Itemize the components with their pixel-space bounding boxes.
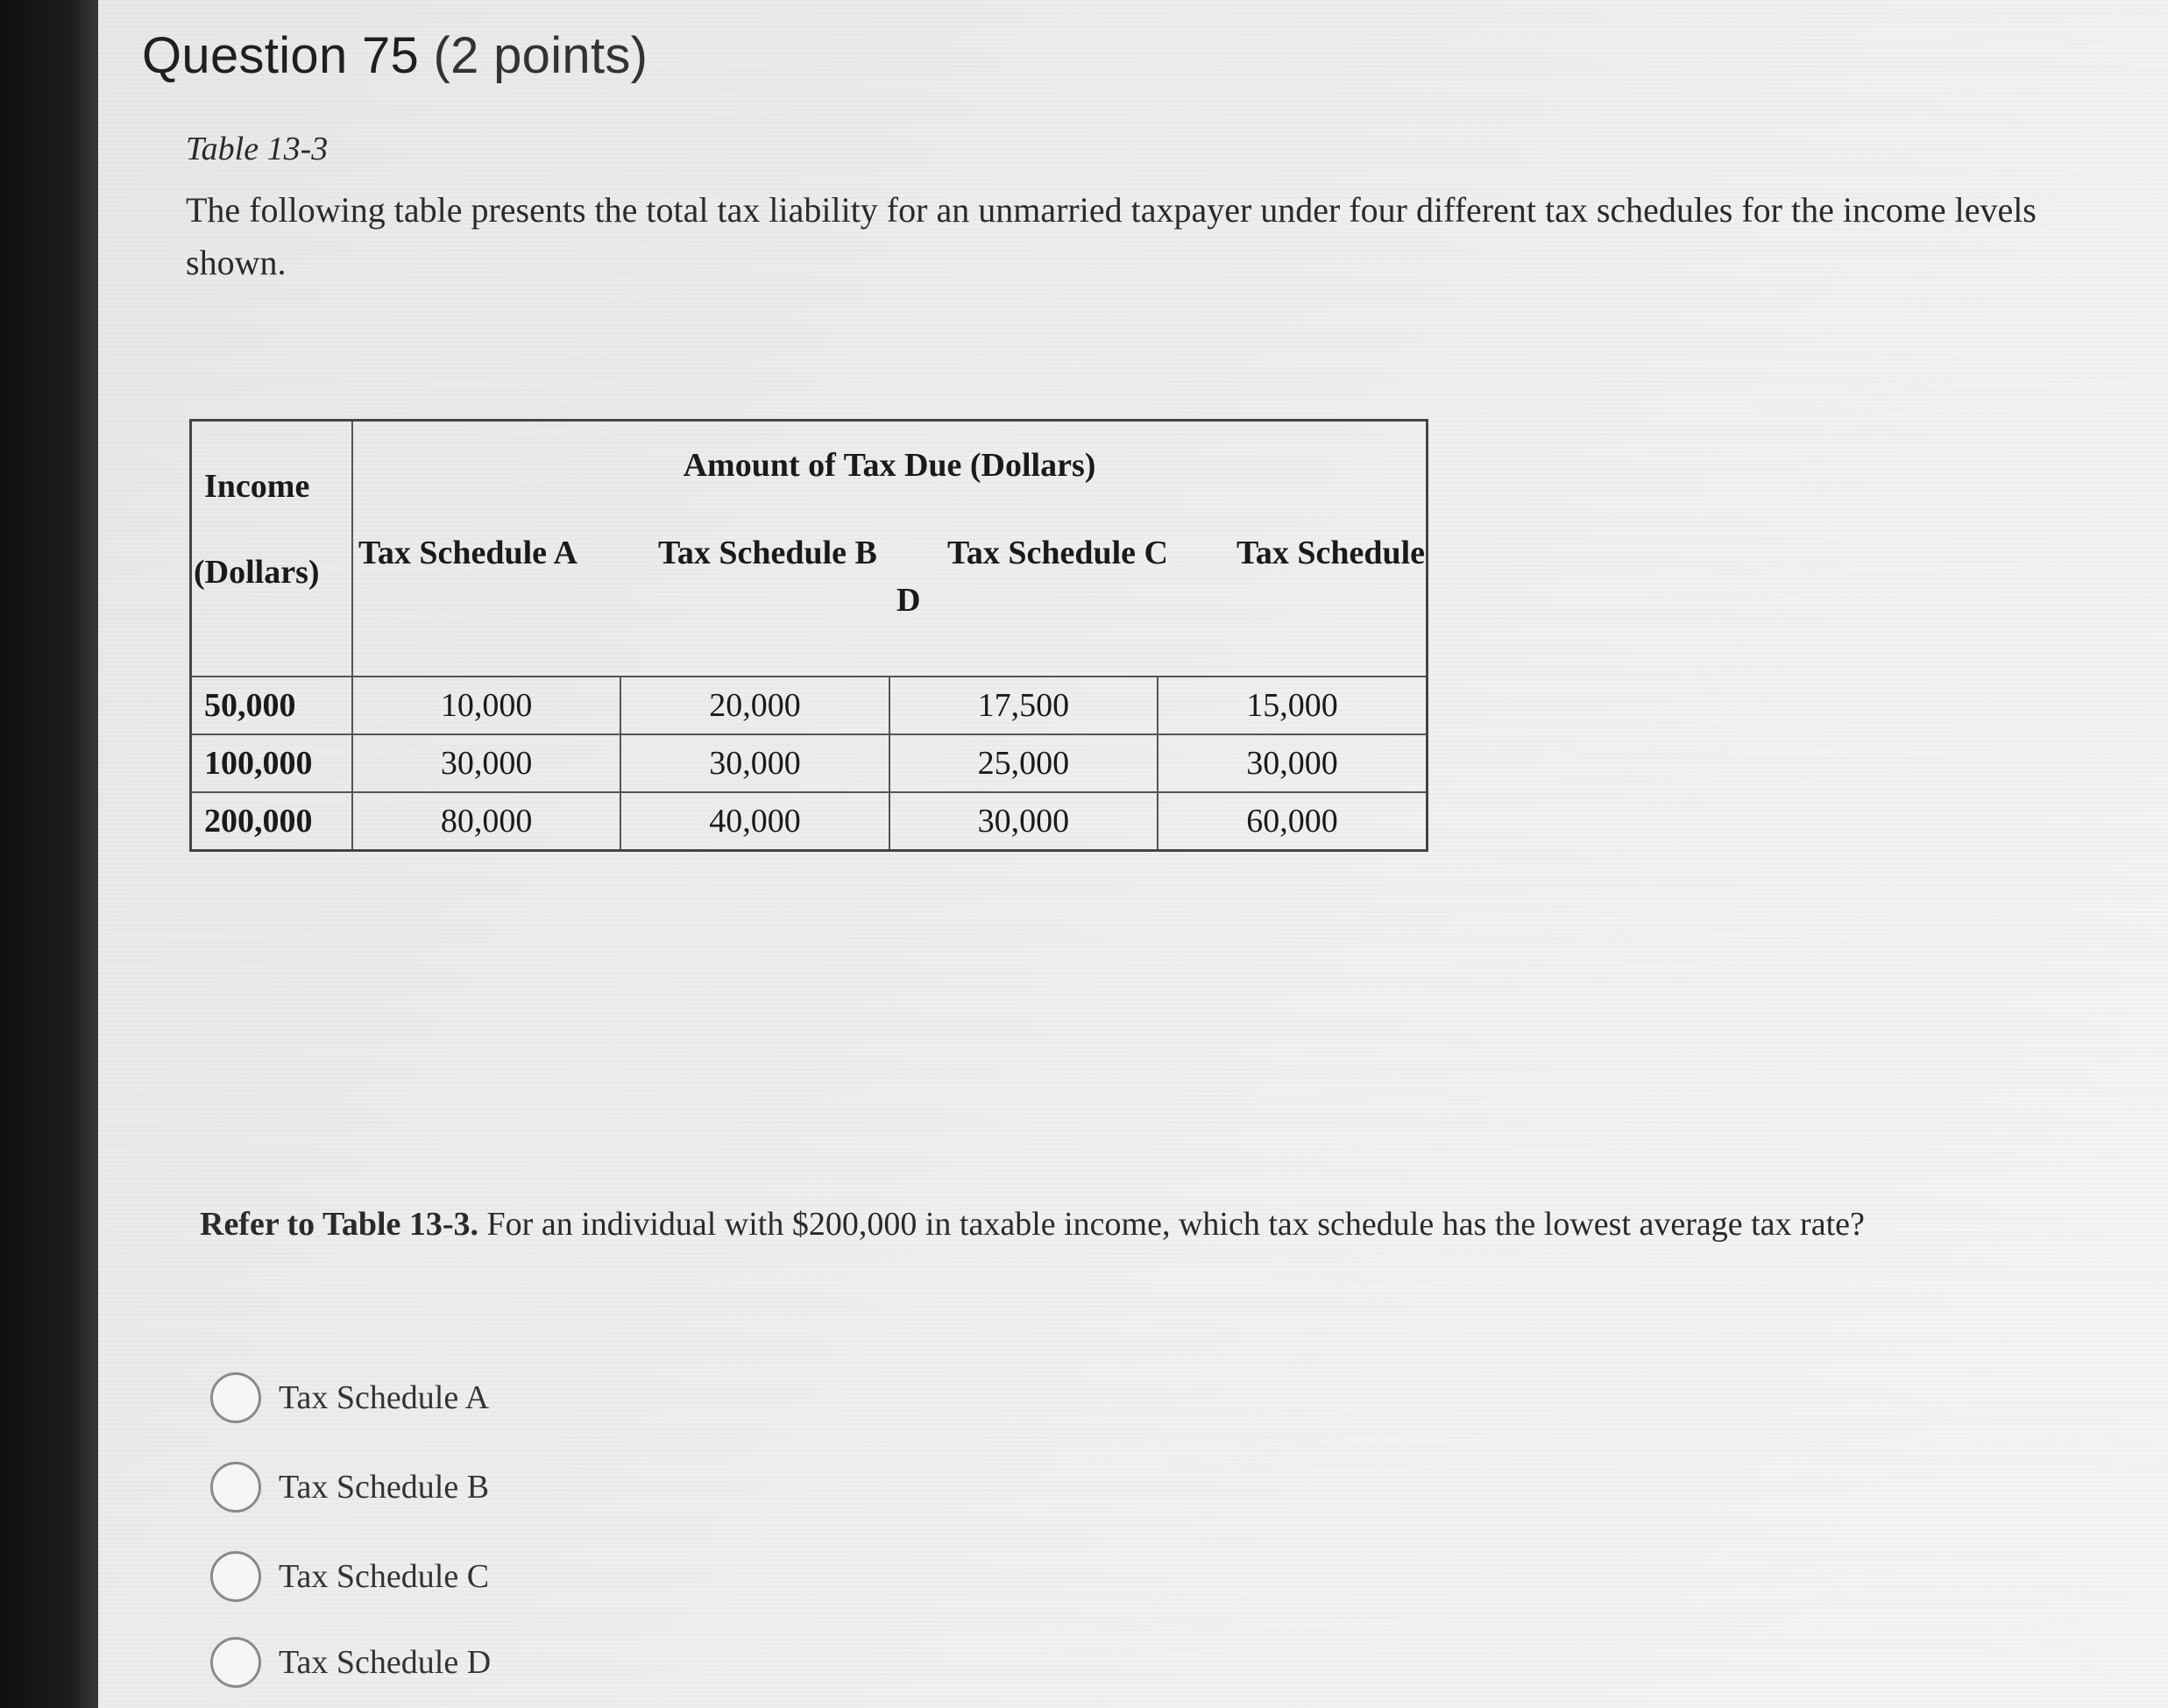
answer-option-d[interactable] (210, 1632, 491, 1693)
amount-column-header (352, 421, 1428, 677)
income-header-line2: (Dollars) (194, 554, 320, 591)
table-row (191, 792, 1428, 851)
prompt-lead: Refer to Table 13-3. (200, 1206, 479, 1243)
quiz-page (98, 0, 2168, 1708)
table-label: Table 13-3 (186, 131, 329, 167)
income-cell: 50,000 (191, 677, 353, 734)
schedule-d-cell: 30,000 (1158, 734, 1427, 792)
table-row (191, 734, 1428, 792)
schedule-c-cell: 17,500 (889, 677, 1158, 734)
option-label: Tax Schedule D (279, 1644, 492, 1681)
question-heading (142, 26, 648, 85)
amount-header-title: Amount of Tax Due (Dollars) (683, 447, 1096, 484)
schedule-d-header-wrap: D (896, 582, 921, 619)
schedule-c-cell: 25,000 (889, 734, 1158, 792)
income-header-line1: Income (204, 468, 310, 505)
income-cell: 200,000 (191, 792, 353, 851)
radio-button[interactable] (210, 1637, 261, 1688)
option-label: Tax Schedule A (279, 1379, 490, 1416)
question-number: Question 75 (142, 27, 420, 84)
option-label: Tax Schedule B (279, 1469, 490, 1506)
prompt-text: For an individual with $200,000 in taxable income, which tax schedule has the lowest average tax rate? (486, 1206, 1865, 1243)
schedule-d-cell: 60,000 (1158, 792, 1427, 851)
answer-option-c[interactable] (210, 1546, 489, 1607)
schedule-b-header: Tax Schedule B (658, 535, 877, 571)
schedule-b-cell: 30,000 (620, 734, 889, 792)
schedule-c-cell: 30,000 (889, 792, 1158, 851)
tax-table (189, 419, 1428, 852)
answer-option-b[interactable] (210, 1456, 489, 1518)
screen (98, 0, 2168, 1708)
radio-button[interactable] (210, 1372, 261, 1423)
schedule-a-cell: 80,000 (352, 792, 620, 851)
radio-button[interactable] (210, 1462, 261, 1513)
schedule-c-header: Tax Schedule C (947, 535, 1168, 571)
radio-button[interactable] (210, 1551, 261, 1602)
schedule-b-cell: 40,000 (620, 792, 889, 851)
question-prompt (200, 1199, 2049, 1250)
schedule-d-header: Tax Schedule (1236, 535, 1426, 571)
income-column-header (191, 421, 353, 677)
question-intro: The following table presents the total tax liability for an unmarried taxpayer under four different tax schedules for the income levels shown. (186, 190, 2037, 282)
question-points: (2 points) (433, 27, 648, 84)
table-row (191, 677, 1428, 734)
income-cell: 100,000 (191, 734, 353, 792)
monitor-bezel (0, 0, 101, 1708)
schedule-a-cell: 30,000 (352, 734, 620, 792)
schedule-d-cell: 15,000 (1158, 677, 1427, 734)
schedule-a-cell: 10,000 (352, 677, 620, 734)
schedule-a-header: Tax Schedule A (358, 535, 577, 571)
answer-option-a[interactable] (210, 1367, 489, 1428)
option-label: Tax Schedule C (279, 1558, 490, 1595)
table-header-row (191, 421, 1428, 677)
schedule-b-cell: 20,000 (620, 677, 889, 734)
